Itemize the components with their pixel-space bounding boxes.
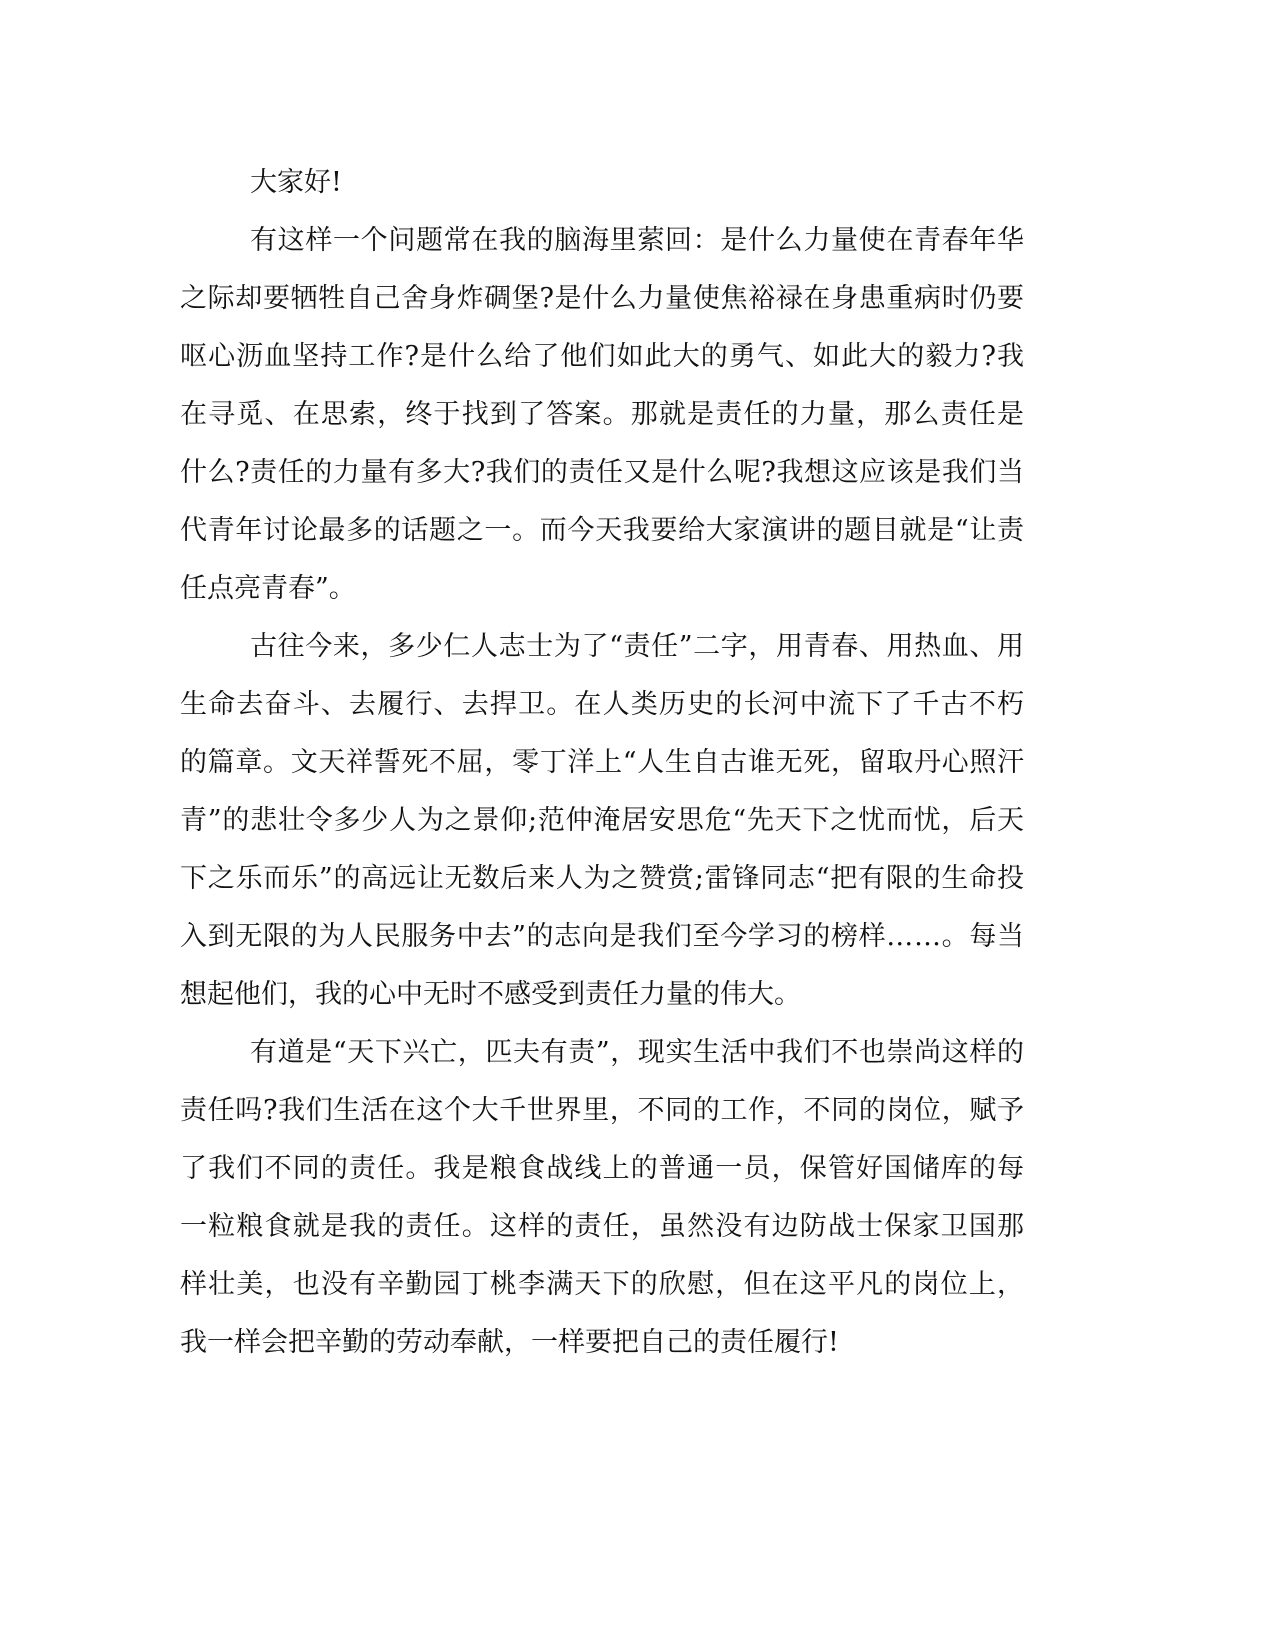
paragraph-1-line-3: 呕心沥血坚持工作?是什么给了他们如此大的勇气、如此大的毅力?我 [180, 341, 1026, 372]
paragraph-2-line-1: 古往今来，多少仁人志士为了“责任”二字，用青春、用热血、用 [250, 631, 1025, 662]
paragraph-2-line-6: 入到无限的为人民服务中去”的志向是我们至今学习的榜样……。每当 [180, 921, 1025, 952]
paragraph-1-line-6: 代青年讨论最多的话题之一。而今天我要给大家演讲的题目就是“让责 [180, 515, 1025, 546]
paragraph-3-line-5: 样壮美，也没有辛勤园丁桃李满天下的欣慰，但在这平凡的岗位上， [180, 1269, 1026, 1300]
paragraph-2-line-4: 青”的悲壮令多少人为之景仰;范仲淹居安思危“先天下之忧而忧，后天 [180, 805, 1025, 836]
greeting: 大家好! [250, 167, 342, 198]
paragraph-2-line-5: 下之乐而乐”的高远让无数后来人为之赞赏;雷锋同志“把有限的生命投 [180, 863, 1025, 894]
paragraph-2-line-7: 想起他们，我的心中无时不感受到责任力量的伟大。 [180, 979, 801, 1010]
paragraph-3-line-6: 我一样会把辛勤的劳动奉献，一样要把自己的责任履行! [180, 1327, 839, 1358]
paragraph-1-line-5: 什么?责任的力量有多大?我们的责任又是什么呢?我想这应该是我们当 [180, 457, 1025, 488]
paragraph-3-line-1: 有道是“天下兴亡，匹夫有责”，现实生活中我们不也崇尚这样的 [250, 1037, 1025, 1068]
paragraph-3-line-4: 一粒粮食就是我的责任。这样的责任，虽然没有边防战士保家卫国那 [180, 1211, 1026, 1242]
paragraph-3-line-2: 责任吗?我们生活在这个大千世界里，不同的工作，不同的岗位，赋予 [180, 1095, 1025, 1126]
paragraph-2-line-2: 生命去奋斗、去履行、去捍卫。在人类历史的长河中流下了千古不朽 [180, 689, 1026, 720]
paragraph-1-line-1: 有这样一个问题常在我的脑海里萦回：是什么力量使在青春年华 [250, 225, 1025, 256]
paragraph-1-line-7: 任点亮青春”。 [180, 573, 356, 604]
paragraph-1-line-2: 之际却要牺牲自己舍身炸碉堡?是什么力量使焦裕禄在身患重病时仍要 [180, 283, 1025, 314]
paragraph-1-line-4: 在寻觅、在思索，终于找到了答案。那就是责任的力量，那么责任是 [180, 399, 1026, 430]
paragraph-3-line-3: 了我们不同的责任。我是粮食战线上的普通一员，保管好国储库的每 [180, 1153, 1026, 1184]
paragraph-2-line-3: 的篇章。文天祥誓死不屈，零丁洋上“人生自古谁无死，留取丹心照汗 [180, 747, 1025, 778]
